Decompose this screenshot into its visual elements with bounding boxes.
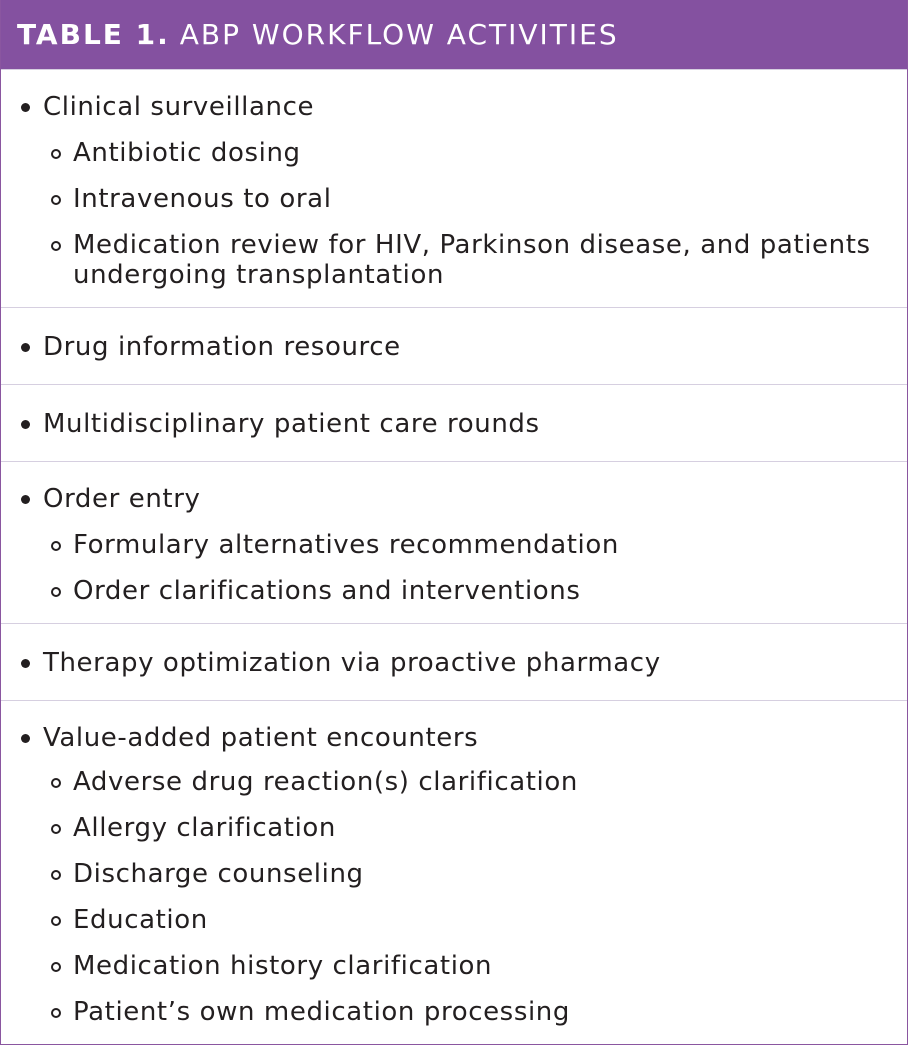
sub-bullet-icon — [51, 241, 61, 251]
sub-item-text: Order clarifications and interventions — [73, 576, 581, 606]
sub-bullet-item — [1, 905, 907, 935]
sub-list — [1, 530, 907, 606]
sub-bullet-icon — [51, 916, 61, 926]
table-header — [1, 0, 907, 69]
table-row — [1, 623, 907, 700]
sub-bullet-icon — [51, 778, 61, 788]
main-item-text: Clinical surveillance — [43, 92, 315, 122]
table-row — [1, 384, 907, 461]
main-item-text: Drug information resource — [43, 332, 401, 362]
table-number-label: TABLE 1. — [17, 18, 170, 51]
main-bullet-item — [1, 332, 907, 362]
bullet-icon — [21, 734, 30, 743]
sub-bullet-item — [1, 951, 907, 981]
sub-bullet-icon — [51, 870, 61, 880]
sub-bullet-icon — [51, 962, 61, 972]
sub-list — [1, 767, 907, 1027]
sub-item-text: Discharge counseling — [73, 859, 364, 889]
sub-item-text: Antibiotic dosing — [73, 138, 301, 168]
sub-bullet-icon — [51, 541, 61, 551]
sub-bullet-item — [1, 184, 907, 214]
sub-item-text: Patient’s own medication processing — [73, 997, 570, 1027]
main-bullet-item — [1, 92, 907, 122]
sub-bullet-icon — [51, 149, 61, 159]
sub-item-text: Adverse drug reaction(s) clarification — [73, 767, 578, 797]
main-bullet-item — [1, 723, 907, 753]
bullet-icon — [21, 495, 30, 504]
main-item-text: Value-added patient encounters — [43, 723, 479, 753]
sub-bullet-item — [1, 138, 907, 168]
sub-bullet-item — [1, 230, 907, 290]
sub-item-text: Education — [73, 905, 208, 935]
main-bullet-item — [1, 648, 907, 678]
sub-bullet-icon — [51, 1008, 61, 1018]
sub-bullet-icon — [51, 195, 61, 205]
sub-item-text: Formulary alternatives recommendation — [73, 530, 619, 560]
table-row — [1, 700, 907, 1044]
main-bullet-item — [1, 484, 907, 514]
sub-item-text: Medication review for HIV, Parkinson disease, and patients undergoing transplantation — [73, 230, 871, 290]
sub-bullet-icon — [51, 824, 61, 834]
sub-item-text: Allergy clarification — [73, 813, 336, 843]
table-row — [1, 69, 907, 307]
main-item-text: Order entry — [43, 484, 201, 514]
main-bullet-item — [1, 409, 907, 439]
main-item-text: Therapy optimization via proactive pharmacy — [43, 648, 661, 678]
sub-item-text: Intravenous to oral — [73, 184, 332, 214]
sub-list — [1, 138, 907, 290]
bullet-icon — [21, 420, 30, 429]
sub-bullet-item — [1, 767, 907, 797]
sub-item-text: Medication history clarification — [73, 951, 493, 981]
sub-bullet-item — [1, 997, 907, 1027]
table-row — [1, 307, 907, 384]
sub-bullet-icon — [51, 587, 61, 597]
sub-bullet-item — [1, 813, 907, 843]
bullet-icon — [21, 659, 30, 668]
table-title: ABP WORKFLOW ACTIVITIES — [179, 18, 619, 51]
bullet-icon — [21, 103, 30, 112]
sub-bullet-item — [1, 859, 907, 889]
table-row — [1, 461, 907, 623]
sub-bullet-item — [1, 576, 907, 606]
main-item-text: Multidisciplinary patient care rounds — [43, 409, 540, 439]
sub-bullet-item — [1, 530, 907, 560]
bullet-icon — [21, 343, 30, 352]
